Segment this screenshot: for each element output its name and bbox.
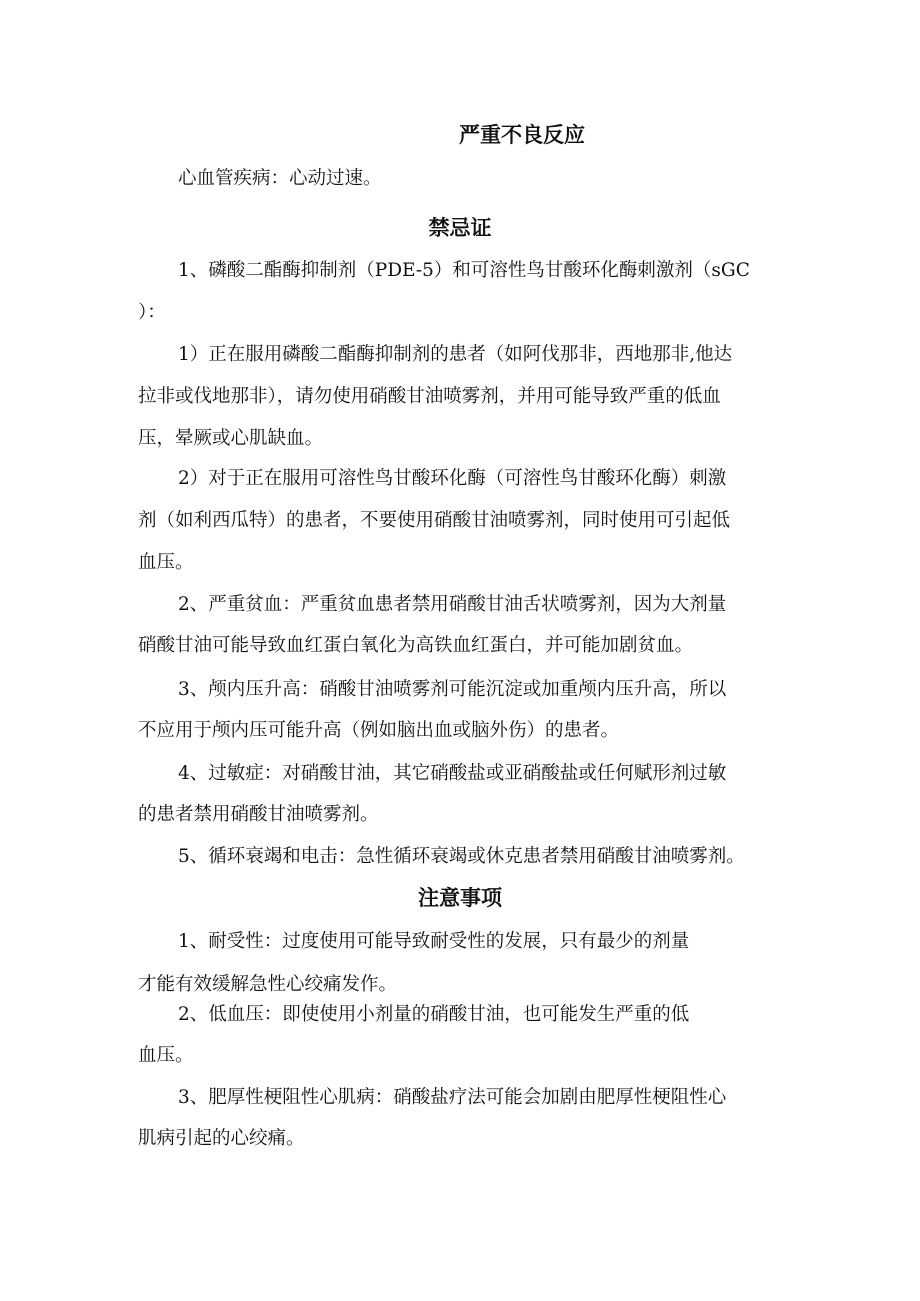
- section-title-adverse-reactions: 严重不良反应: [459, 123, 585, 147]
- body-text-line: 2、低血压：即使使用小剂量的硝酸甘油，也可能发生严重的低: [178, 1004, 690, 1025]
- body-text-line: 3、颅内压升高：硝酸甘油喷雾剂可能沉淀或加重颅内压升高，所以: [178, 679, 727, 700]
- body-text-line: ）：: [138, 302, 166, 323]
- section-title-precautions: 注意事项: [418, 886, 502, 910]
- body-text-line: 血压。: [138, 552, 194, 573]
- body-text-line: 才能有效缓解急性心绞痛发作。: [138, 974, 398, 995]
- body-text-line: 拉非或伐地那非），请勿使用硝酸甘油喷雾剂，并用可能导致严重的低血: [138, 386, 721, 407]
- body-text-line: 2）对于正在服用可溶性鸟甘酸环化酶（可溶性鸟甘酸环化酶）刺激: [178, 468, 727, 489]
- body-text-line: 剂（如利西瓜特）的患者，不要使用硝酸甘油喷雾剂，同时使用可引起低: [138, 510, 731, 531]
- body-text-line: 血压。: [138, 1045, 194, 1066]
- body-text-line: 心血管疾病：心动过速。: [178, 168, 382, 189]
- body-text-line: 5、循环衰竭和电击：急性循环衰竭或休克患者禁用硝酸甘油喷雾剂。: [178, 846, 745, 867]
- body-text-line: 1、耐受性：过度使用可能导致耐受性的发展，只有最少的剂量: [178, 931, 690, 952]
- body-text-line: 3、肥厚性梗阻性心肌病：硝酸盐疗法可能会加剧由肥厚性梗阻性心: [178, 1087, 727, 1108]
- body-text-line: 1）正在服用磷酸二酯酶抑制剂的患者（如阿伐那非，西地那非,他达: [178, 344, 733, 365]
- body-text-line: 4、过敏症：对硝酸甘油，其它硝酸盐或亚硝酸盐或任何赋形剂过敏: [178, 763, 727, 784]
- body-text-line: 不应用于颅内压可能升高（例如脑出血或脑外伤）的患者。: [138, 720, 620, 741]
- body-text-line: 1、磷酸二酯酶抑制剂（PDE-5）和可溶性鸟甘酸环化酶刺激剂（sGC: [178, 260, 750, 281]
- body-text-line: 肌病引起的心绞痛。: [138, 1128, 305, 1149]
- body-text-line: 压，晕厥或心肌缺血。: [138, 428, 324, 449]
- body-text-line: 2、严重贫血：严重贫血患者禁用硝酸甘油舌状喷雾剂，因为大剂量: [178, 594, 727, 615]
- body-text-line: 硝酸甘油可能导致血红蛋白氧化为高铁血红蛋白，并可能加剧贫血。: [138, 635, 694, 656]
- body-text-line: 的患者禁用硝酸甘油喷雾剂。: [138, 804, 379, 825]
- section-title-contraindications: 禁忌证: [428, 216, 492, 240]
